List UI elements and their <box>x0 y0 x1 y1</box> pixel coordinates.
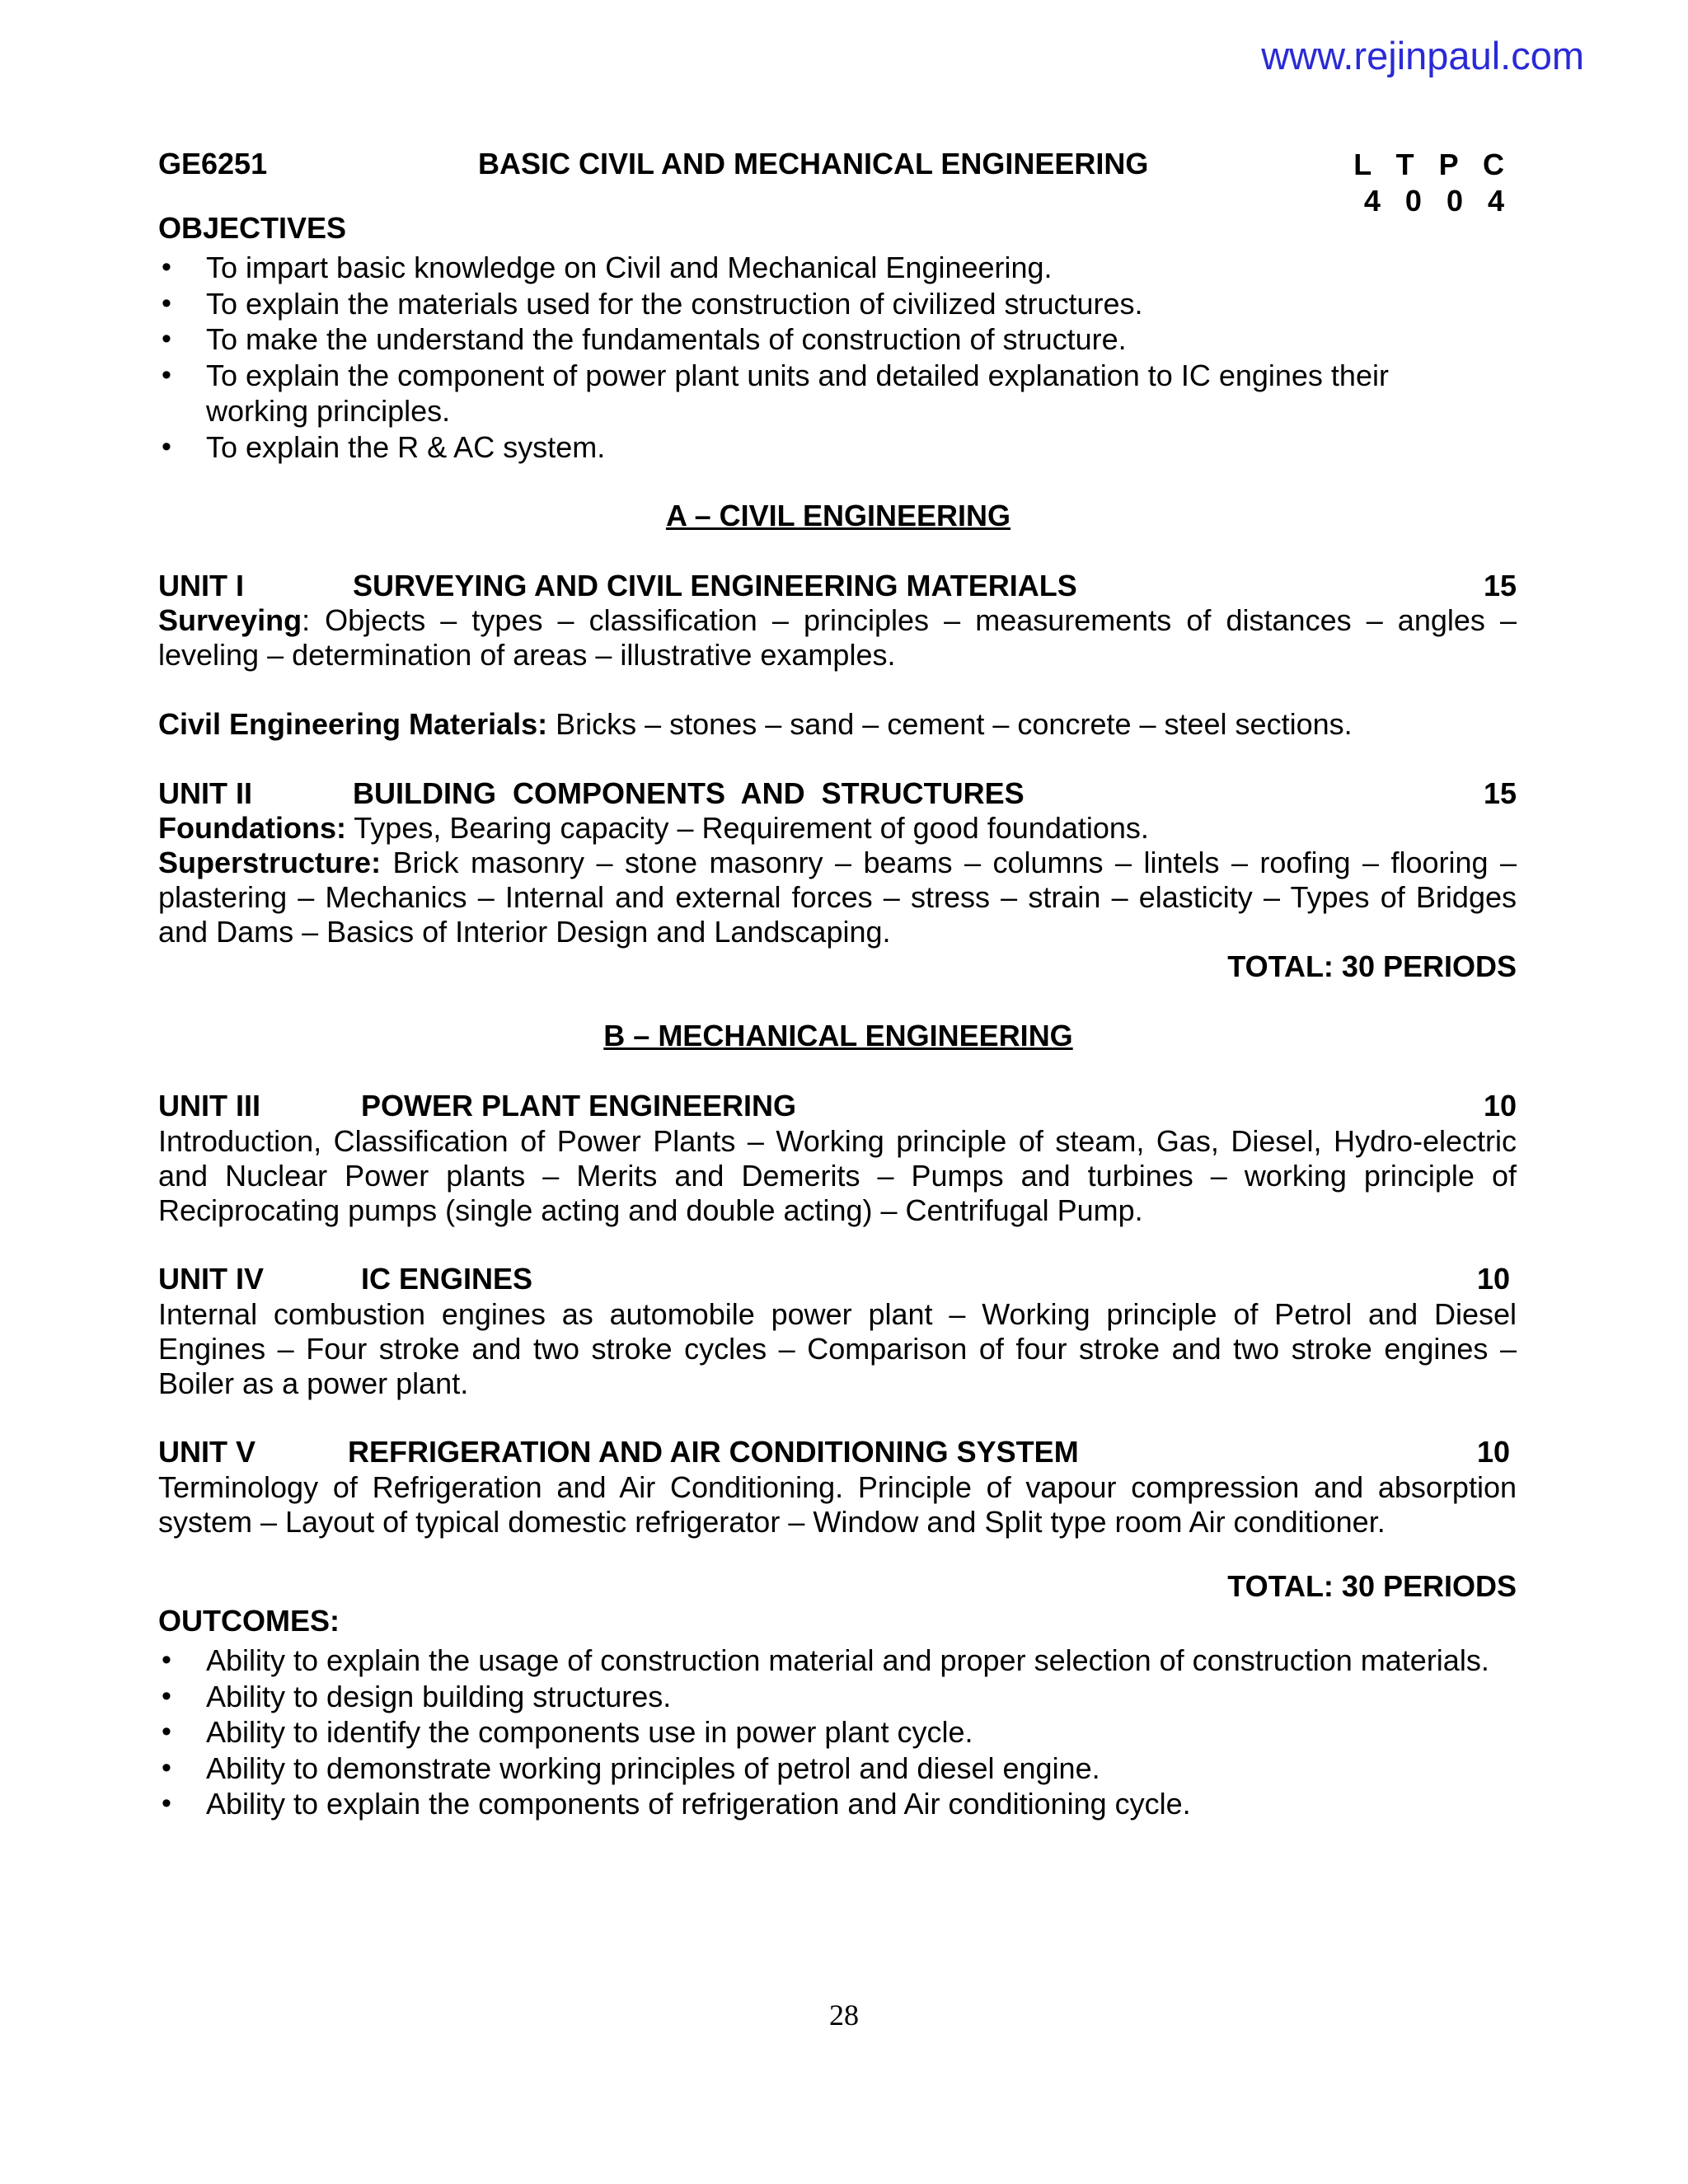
unit-hours: 10 <box>1476 1435 1510 1469</box>
list-item: • Ability to identify the components use in power plant cycle. <box>158 1714 1526 1750</box>
outcomes-heading: OUTCOMES: <box>158 1604 340 1638</box>
unit1-materials <box>158 707 1517 742</box>
part-b-heading: B – MECHANICAL ENGINEERING <box>603 1019 1073 1052</box>
term: Foundations: <box>158 811 346 845</box>
list-item: • Ability to explain the usage of construction material and proper selection of construction materials. <box>158 1643 1526 1679</box>
header-url[interactable]: www.rejinpaul.com <box>1261 34 1584 77</box>
part-a-total: TOTAL: 30 PERIODS <box>1227 949 1517 983</box>
description: Brick masonry – stone masonry – beams – columns – lintels – roofing – flooring – plastering – Mechanics – Internal and external forces – stress – strain – elasticity – Types of Bridges and Dams – Basics of Interior Design and Landscaping. <box>158 846 1517 949</box>
unit-title: REFRIGERATION AND AIR CONDITIONING SYSTEM <box>348 1435 1079 1469</box>
unit-title: POWER PLANT ENGINEERING <box>361 1089 797 1122</box>
term: Civil Engineering Materials: <box>158 707 548 741</box>
unit5-header <box>158 1435 1517 1471</box>
unit-label: UNIT III <box>158 1089 260 1122</box>
unit1-surveying <box>158 603 1517 673</box>
part-a-heading: A – CIVIL ENGINEERING <box>665 499 1011 532</box>
description: : Objects – types – classification – principles – measurements of distances – angles – leveling – determination of areas – illustrative examples. <box>158 603 1517 672</box>
list-item: • Ability to design building structures. <box>158 1679 1526 1715</box>
course-code: GE6251 <box>158 147 268 180</box>
page-number: 28 <box>829 1999 859 2032</box>
description: Types, Bearing capacity – Requirement of good foundations. <box>345 811 1149 845</box>
unit-title: SURVEYING AND CIVIL ENGINEERING MATERIALS <box>353 569 1077 602</box>
outcomes-list <box>158 1643 1526 1822</box>
unit2-header <box>158 776 1517 813</box>
course-title: BASIC CIVIL AND MECHANICAL ENGINEERING <box>478 147 1149 180</box>
objectives-list <box>158 250 1517 465</box>
list-item: • To explain the materials used for the construction of civilized structures. <box>158 286 1517 322</box>
list-item: • To explain the component of power plant units and detailed explanation to IC engines their working principles. <box>158 358 1517 429</box>
course-header <box>158 147 1512 218</box>
unit-label: UNIT IV <box>158 1262 265 1296</box>
unit-hours: 10 <box>1476 1262 1510 1296</box>
unit4-header <box>158 1262 1517 1298</box>
unit5-description: Terminology of Refrigeration and Air Conditioning. Principle of vapour compression and absorption system – Layout of typical domestic refrigerator – Window and Split type room Air conditioner. <box>158 1470 1517 1539</box>
list-item: • Ability to demonstrate working principles of petrol and diesel engine. <box>158 1750 1526 1787</box>
unit-hours: 15 <box>1483 569 1517 602</box>
ltpc-values: 4 0 0 4 <box>1363 184 1512 218</box>
unit2-foundations <box>158 811 1517 846</box>
description: Bricks – stones – sand – cement – concrete – steel sections. <box>547 707 1353 741</box>
list-item: • To make the understand the fundamentals of construction of structure. <box>158 321 1517 358</box>
unit3-header <box>158 1089 1517 1125</box>
objectives-heading: OBJECTIVES <box>158 211 347 245</box>
unit2-superstructure <box>158 846 1517 949</box>
unit1-header <box>158 569 1517 605</box>
ltpc-block <box>1353 147 1512 219</box>
ltpc-label: L T P C <box>1353 148 1512 181</box>
unit-label: UNIT V <box>158 1435 256 1469</box>
unit-title: IC ENGINES <box>361 1262 533 1296</box>
unit3-description: Introduction, Classification of Power Plants – Working principle of steam, Gas, Diesel, Hydro-electric and Nuclear Power plants – Merits and Demerits – Pumps and turbines – working principle of Reciprocating pumps (single acting and double acting) – Centrifugal Pump. <box>158 1124 1517 1227</box>
unit-hours: 10 <box>1483 1089 1517 1122</box>
unit-title: BUILDING COMPONENTS AND STRUCTURES <box>353 776 1025 810</box>
part-b-total: TOTAL: 30 PERIODS <box>1227 1569 1517 1603</box>
term: Surveying <box>158 603 302 637</box>
unit4-description: Internal combustion engines as automobile power plant – Working principle of Petrol and Diesel Engines – Four stroke and two stroke cycles – Comparison of four stroke and two stroke engines – Boiler as a power plant. <box>158 1297 1517 1400</box>
list-item: • To impart basic knowledge on Civil and Mechanical Engineering. <box>158 250 1517 286</box>
list-item: • To explain the R & AC system. <box>158 429 1517 466</box>
unit-label: UNIT II <box>158 776 252 810</box>
unit-label: UNIT I <box>158 569 244 602</box>
term: Superstructure: <box>158 846 382 879</box>
list-item: • Ability to explain the components of refrigeration and Air conditioning cycle. <box>158 1786 1526 1822</box>
unit-hours: 15 <box>1483 776 1517 810</box>
